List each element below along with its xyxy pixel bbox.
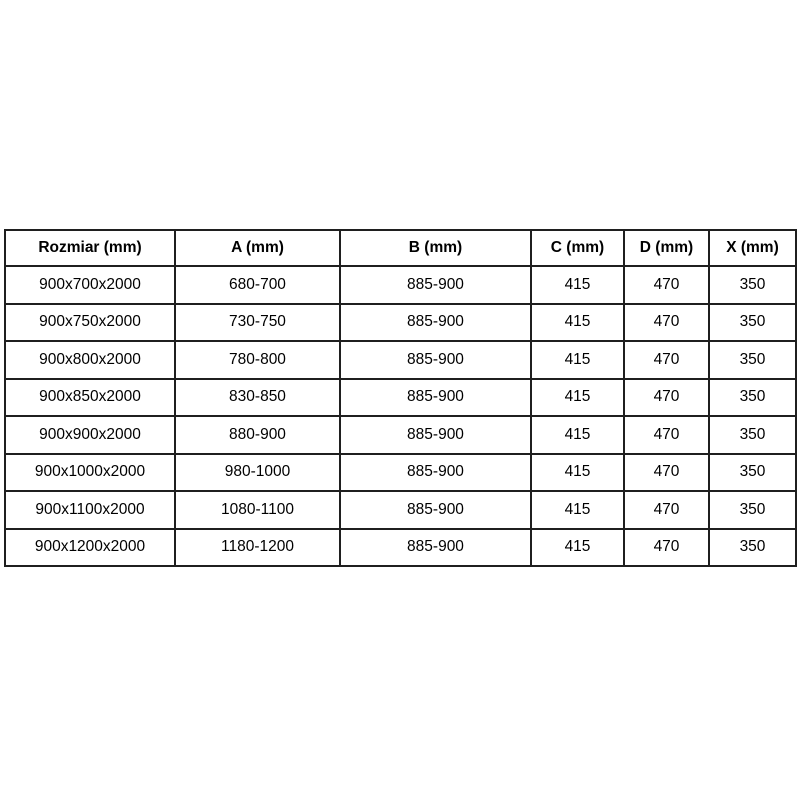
table-cell: 885-900 [340,379,531,417]
table-cell: 350 [709,454,796,492]
table-cell: 900x900x2000 [5,416,175,454]
table-cell: 415 [531,379,624,417]
table-row [5,341,796,379]
column-header: A (mm) [175,230,340,266]
table-cell: 350 [709,266,796,304]
table-cell: 830-850 [175,379,340,417]
table-cell: 1080-1100 [175,491,340,529]
table-row [5,491,796,529]
table-cell: 730-750 [175,304,340,342]
header-row [5,230,796,266]
table-cell: 900x700x2000 [5,266,175,304]
table-cell: 415 [531,304,624,342]
table-cell: 900x750x2000 [5,304,175,342]
table-row [5,416,796,454]
table-cell: 470 [624,304,709,342]
table-cell: 350 [709,341,796,379]
table-body [5,266,796,566]
table-cell: 900x850x2000 [5,379,175,417]
table-row [5,304,796,342]
table-cell: 885-900 [340,416,531,454]
column-header: D (mm) [624,230,709,266]
table-cell: 350 [709,304,796,342]
table-cell: 350 [709,491,796,529]
table-cell: 885-900 [340,341,531,379]
table-cell: 350 [709,416,796,454]
table-cell: 470 [624,454,709,492]
table-cell: 885-900 [340,266,531,304]
table-cell: 885-900 [340,304,531,342]
table-cell: 885-900 [340,491,531,529]
table-cell: 470 [624,491,709,529]
table-cell: 900x1000x2000 [5,454,175,492]
table-cell: 415 [531,529,624,567]
table-cell: 470 [624,529,709,567]
column-header: B (mm) [340,230,531,266]
table-cell: 885-900 [340,454,531,492]
table-cell: 680-700 [175,266,340,304]
table-cell: 350 [709,529,796,567]
table-row [5,529,796,567]
table-cell: 780-800 [175,341,340,379]
table-cell: 415 [531,454,624,492]
table-cell: 470 [624,416,709,454]
dimensions-table-container [4,229,797,567]
column-header: C (mm) [531,230,624,266]
table-cell: 470 [624,379,709,417]
table-cell: 470 [624,266,709,304]
table-cell: 1180-1200 [175,529,340,567]
table-row [5,266,796,304]
table-row [5,379,796,417]
table-cell: 415 [531,266,624,304]
table-cell: 885-900 [340,529,531,567]
column-header: X (mm) [709,230,796,266]
table-cell: 900x800x2000 [5,341,175,379]
table-cell: 880-900 [175,416,340,454]
table-cell: 980-1000 [175,454,340,492]
table-cell: 415 [531,491,624,529]
table-cell: 470 [624,341,709,379]
table-row [5,454,796,492]
table-cell: 415 [531,341,624,379]
table-cell: 900x1100x2000 [5,491,175,529]
table-head [5,230,796,266]
column-header: Rozmiar (mm) [5,230,175,266]
table-cell: 350 [709,379,796,417]
table-cell: 900x1200x2000 [5,529,175,567]
dimensions-table [4,229,797,567]
table-cell: 415 [531,416,624,454]
